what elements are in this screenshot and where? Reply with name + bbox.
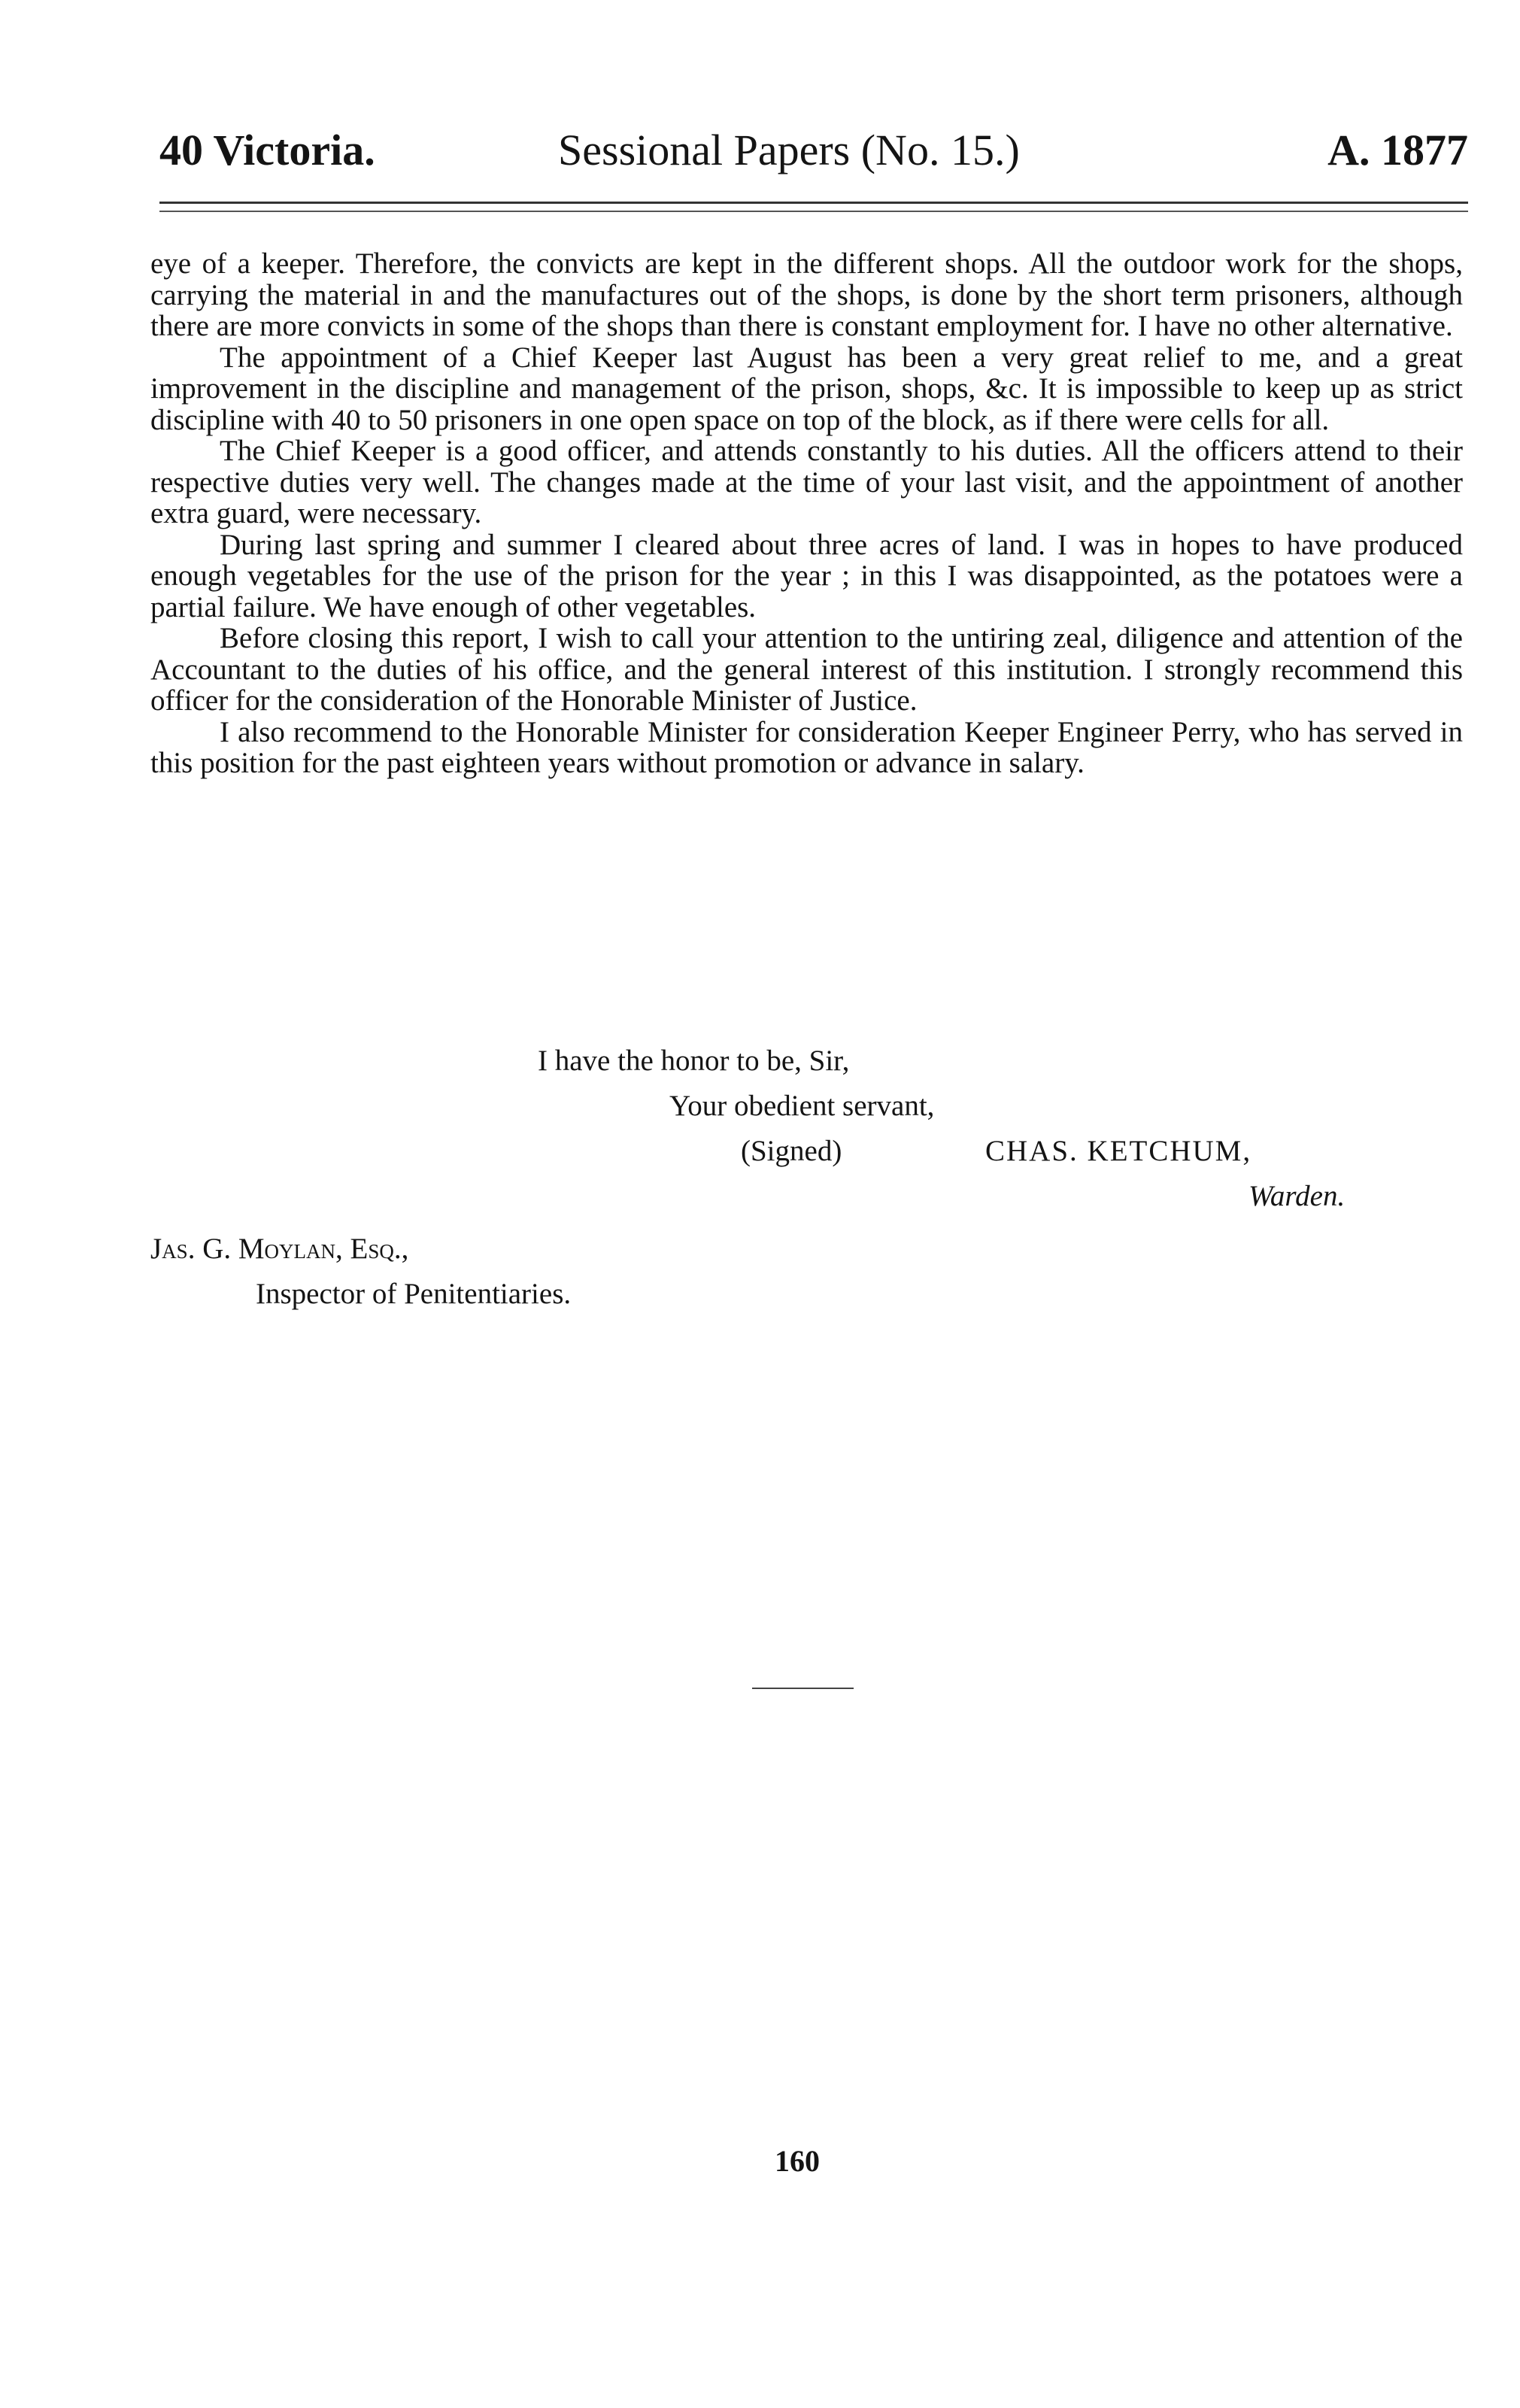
paragraph: I also recommend to the Honorable Minister for consideration Keeper Engineer Perry, who has served in this position for the past eighteen years without promotion or advance in salary. [150, 715, 1463, 779]
closing-servant: Your obedient servant, [669, 1090, 935, 1122]
paragraph: During last spring and summer I cleared about three acres of land. I was in hopes to have produced enough vegetables for the use of the prison for the year ; in this I was disappointed, as the potatoes were a partial failure. We have enough of other vegetables. [150, 528, 1463, 623]
signed-label: (Signed) [741, 1135, 842, 1167]
header-rule [159, 202, 1468, 204]
running-header [159, 120, 1468, 180]
addressee-title: Inspector of Penitentiaries. [256, 1278, 572, 1310]
closing-salutation: I have the honor to be, Sir, [538, 1045, 850, 1077]
header-title: Sessional Papers (No. 15.) [558, 126, 1020, 174]
page-number: 160 [775, 2144, 820, 2178]
paragraph: Before closing this report, I wish to call your attention to the untiring zeal, diligence and attention of the Accountant to the duties of his office, and the general interest of this institution. I strongly recommend this officer for the consideration of the Honorable Minister of Justice. [150, 622, 1463, 717]
paragraph: eye of a keeper. Therefore, the convicts are kept in the different shops. All the outdoor work for the shops, carrying the material in and the manufactures out of the shops, is done by the short term prisoners, although there are more convicts in some of the shops than there is constant employment for. I have no other alternative. [150, 247, 1463, 342]
addressee-name: Jas. G. Moylan, Esq., [150, 1233, 409, 1265]
signatory-name: CHAS. KETCHUM, [985, 1135, 1252, 1167]
paragraph: The Chief Keeper is a good officer, and attends constantly to his duties. All the officers attend to their respective duties very well. The changes made at the time of your last visit, and the appointment of another extra guard, were necessary. [150, 435, 1463, 529]
header-session: 40 Victoria. [159, 126, 375, 174]
header-rule-secondary [159, 211, 1468, 212]
paragraph: The appointment of a Chief Keeper last August has been a very great relief to me, and a great improvement in the discipline and management of the prison, shops, &c. It is impossible to keep up as strict discipline with 40 to 50 prisoners in one open space on top of the block, as if there were cells for all. [150, 341, 1463, 436]
header-year: A. 1877 [1327, 126, 1468, 174]
signatory-title: Warden. [1248, 1180, 1346, 1212]
report-body [150, 248, 1463, 779]
section-separator [752, 1688, 854, 1689]
